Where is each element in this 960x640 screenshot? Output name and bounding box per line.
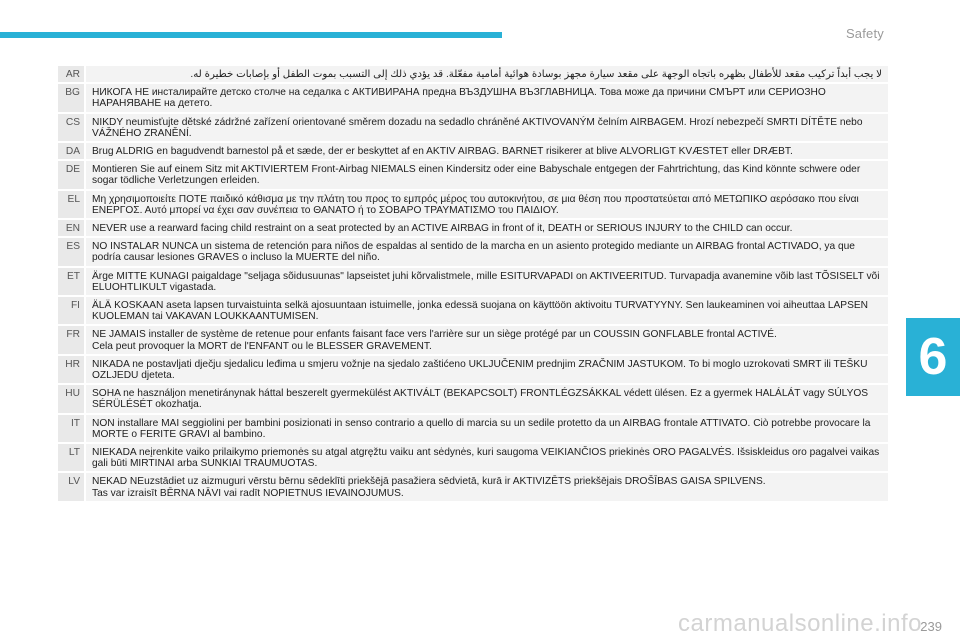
warning-text: NON installare MAI seggiolini per bambini posizionati in senso contrario a quello di marcia su un sedile protetto da un AIRBAG frontale ATTIVATO. Ciò potrebbe provocare la MORTE o FERITE GRAVI al bambino. <box>86 415 888 442</box>
language-code: LV <box>58 473 86 500</box>
warning-text: НИКОГА НЕ инсталирайте детско столче на седалка с АКТИВИРАНА предна ВЪЗДУШНА ВЪЗГЛАВНИЦА. Това може да причини СМЪРТ или СЕРИОЗНО НАРАНЯВАНЕ на детето. <box>86 84 888 111</box>
language-code: BG <box>58 84 86 111</box>
warning-row-de <box>58 161 888 188</box>
warning-text: ÄLÄ KOSKAAN aseta lapsen turvaistuinta selkä ajosuuntaan istuimelle, jonka edessä suojana on käyttöön aktivoitu TURVATYYNY. Sen laukeaminen voi aiheuttaa LAPSEN KUOLEMAN tai VAKAVAN LOUKKAANTUMISEN. <box>86 297 888 324</box>
warning-row-ar <box>58 66 888 82</box>
warning-row-da <box>58 143 888 159</box>
warning-row-hr <box>58 356 888 383</box>
warning-row-it <box>58 415 888 442</box>
warning-row-bg <box>58 84 888 111</box>
language-code: LT <box>58 444 86 471</box>
warning-text: لا يجب أبداً تركيب مقعد للأطفال بظهره باتجاه الوجهة على مقعد سيارة مجهز بوسادة هوائية أمامية مفعّلة. قد يؤدي ذلك إلى التسبب بموت الطفل أو بإصابات خطيرة له. <box>86 66 888 82</box>
language-code: EL <box>58 191 86 218</box>
warning-text: NO INSTALAR NUNCA un sistema de retención para niños de espaldas al sentido de la marcha en un asiento protegido mediante un AIRBAG frontal ACTIVADO, ya que podría causar lesiones GRAVES o incluso la MUERTE del niño. <box>86 238 888 265</box>
language-code: DA <box>58 143 86 159</box>
page-number: 239 <box>920 619 942 634</box>
warning-text: NEVER use a rearward facing child restraint on a seat protected by an ACTIVE AIRBAG in front of it, DEATH or SERIOUS INJURY to the CHILD can occur. <box>86 220 888 236</box>
header-accent-bar <box>0 32 502 38</box>
section-title: Safety <box>845 26 884 41</box>
warning-text: NEKAD NEuzstādiet uz aizmuguri vērstu bērnu sēdeklīti priekšējā pasažiera sēdvietā, kurā ir AKTIVIZĒTS priekšējais DROŠĪBAS GAISA SPILVENS. Tas var izraisīt BĒRNA NĀVI vai radīt NOPIETNUS IEVAINOJUMUS. <box>86 473 888 500</box>
warning-row-en <box>58 220 888 236</box>
chapter-tab <box>906 318 960 396</box>
warning-text: SOHA ne használjon menetiránynak háttal beszerelt gyermekülést AKTIVÁLT (BEKAPCSOLT) FRONTLÉGZSÁKKAL védett ülésen. Ez a gyermek HALÁLÁT vagy SÚLYOS SÉRÜLÉSÉT okozhatja. <box>86 385 888 412</box>
warning-text: NIKADA ne postavljati dječju sjedalicu leđima u smjeru vožnje na sjedalo zaštićeno UKLJUČENIM prednjim ZRAČNIM JASTUKOM. To bi moglo uzrokovati SMRT ili TEŠKU OZLJEDU djeteta. <box>86 356 888 383</box>
warning-row-lt <box>58 444 888 471</box>
language-code: DE <box>58 161 86 188</box>
warning-row-lv <box>58 473 888 500</box>
warning-text: NIEKADA neįrenkite vaiko prilaikymo priemonės su atgal atgręžtu vaiku ant sėdynės, kuri saugoma VEIKIANČIOS priekinės ORO PAGALVĖS. Išsiskleidus oro pagalvei vaikas gali būti MIRTINAI arba SUNKIAI TRAUMUOTAS. <box>86 444 888 471</box>
language-code: HU <box>58 385 86 412</box>
language-code: FI <box>58 297 86 324</box>
warning-row-fr <box>58 326 888 353</box>
warning-text: Montieren Sie auf einem Sitz mit AKTIVIERTEM Front-Airbag NIEMALS einen Kindersitz oder eine Babyschale entgegen der Fahrtrichtung, das Kind könnte schwere oder sogar tödliche Verletzungen erleiden. <box>86 161 888 188</box>
warning-row-fi <box>58 297 888 324</box>
watermark: carmanualsonline.info <box>678 610 922 637</box>
language-code: FR <box>58 326 86 353</box>
chapter-number: 6 <box>918 328 948 386</box>
warning-text: Brug ALDRIG en bagudvendt barnestol på et sæde, der er beskyttet af en AKTIV AIRBAG. BARNET risikerer at blive ALVORLIGT KVÆSTET eller DRÆBT. <box>86 143 888 159</box>
warning-row-el <box>58 191 888 218</box>
warning-rows <box>58 66 888 501</box>
language-code: CS <box>58 114 86 141</box>
language-code: ET <box>58 268 86 295</box>
warning-row-es <box>58 238 888 265</box>
warning-text: NE JAMAIS installer de système de retenue pour enfants faisant face vers l'arrière sur un siège protégé par un COUSSIN GONFLABLE frontal ACTIVÉ. Cela peut provoquer la MORT de l'ENFANT ou le BLESSER GRAVEMENT. <box>86 326 888 353</box>
language-code: AR <box>58 66 86 82</box>
language-code: EN <box>58 220 86 236</box>
warning-text: Ärge MITTE KUNAGI paigaldage "seljaga sõidusuunas" lapseistet juhi kõrvalistmele, mille ESITURVAPADI on AKTIVEERITUD. Turvapadja avanemine võib last TÕSISELT või ELUOHTLIKULT vigastada. <box>86 268 888 295</box>
warning-text: NIKDY neumisťujte dětské zádržné zařízení orientované směrem dozadu na sedadlo chráněné AKTIVOVANÝM čelním AIRBAGEM. Hrozí nebezpečí SMRTI DÍTĚTE nebo VÁŽNÉHO ZRANĚNÍ. <box>86 114 888 141</box>
language-code: ES <box>58 238 86 265</box>
language-code: IT <box>58 415 86 442</box>
warning-row-cs <box>58 114 888 141</box>
language-code: HR <box>58 356 86 383</box>
airbag-warning-table <box>58 64 888 503</box>
warning-row-hu <box>58 385 888 412</box>
warning-row-et <box>58 268 888 295</box>
warning-text: Μη χρησιμοποιείτε ΠΟΤΕ παιδικό κάθισμα με την πλάτη του προς το εμπρός μέρος του αυτοκινήτου, σε μια θέση που προστατεύεται από ΜΕΤΩΠΙΚΟ αερόσακο που είναι ΕΝΕΡΓΟΣ. Αυτό μπορεί να έχει σαν συνέπεια το ΘΑΝΑΤΟ ή το ΣΟΒΑΡΟ ΤΡΑΥΜΑΤΙΣΜΟ του ΠΑΙΔΙΟΥ. <box>86 191 888 218</box>
